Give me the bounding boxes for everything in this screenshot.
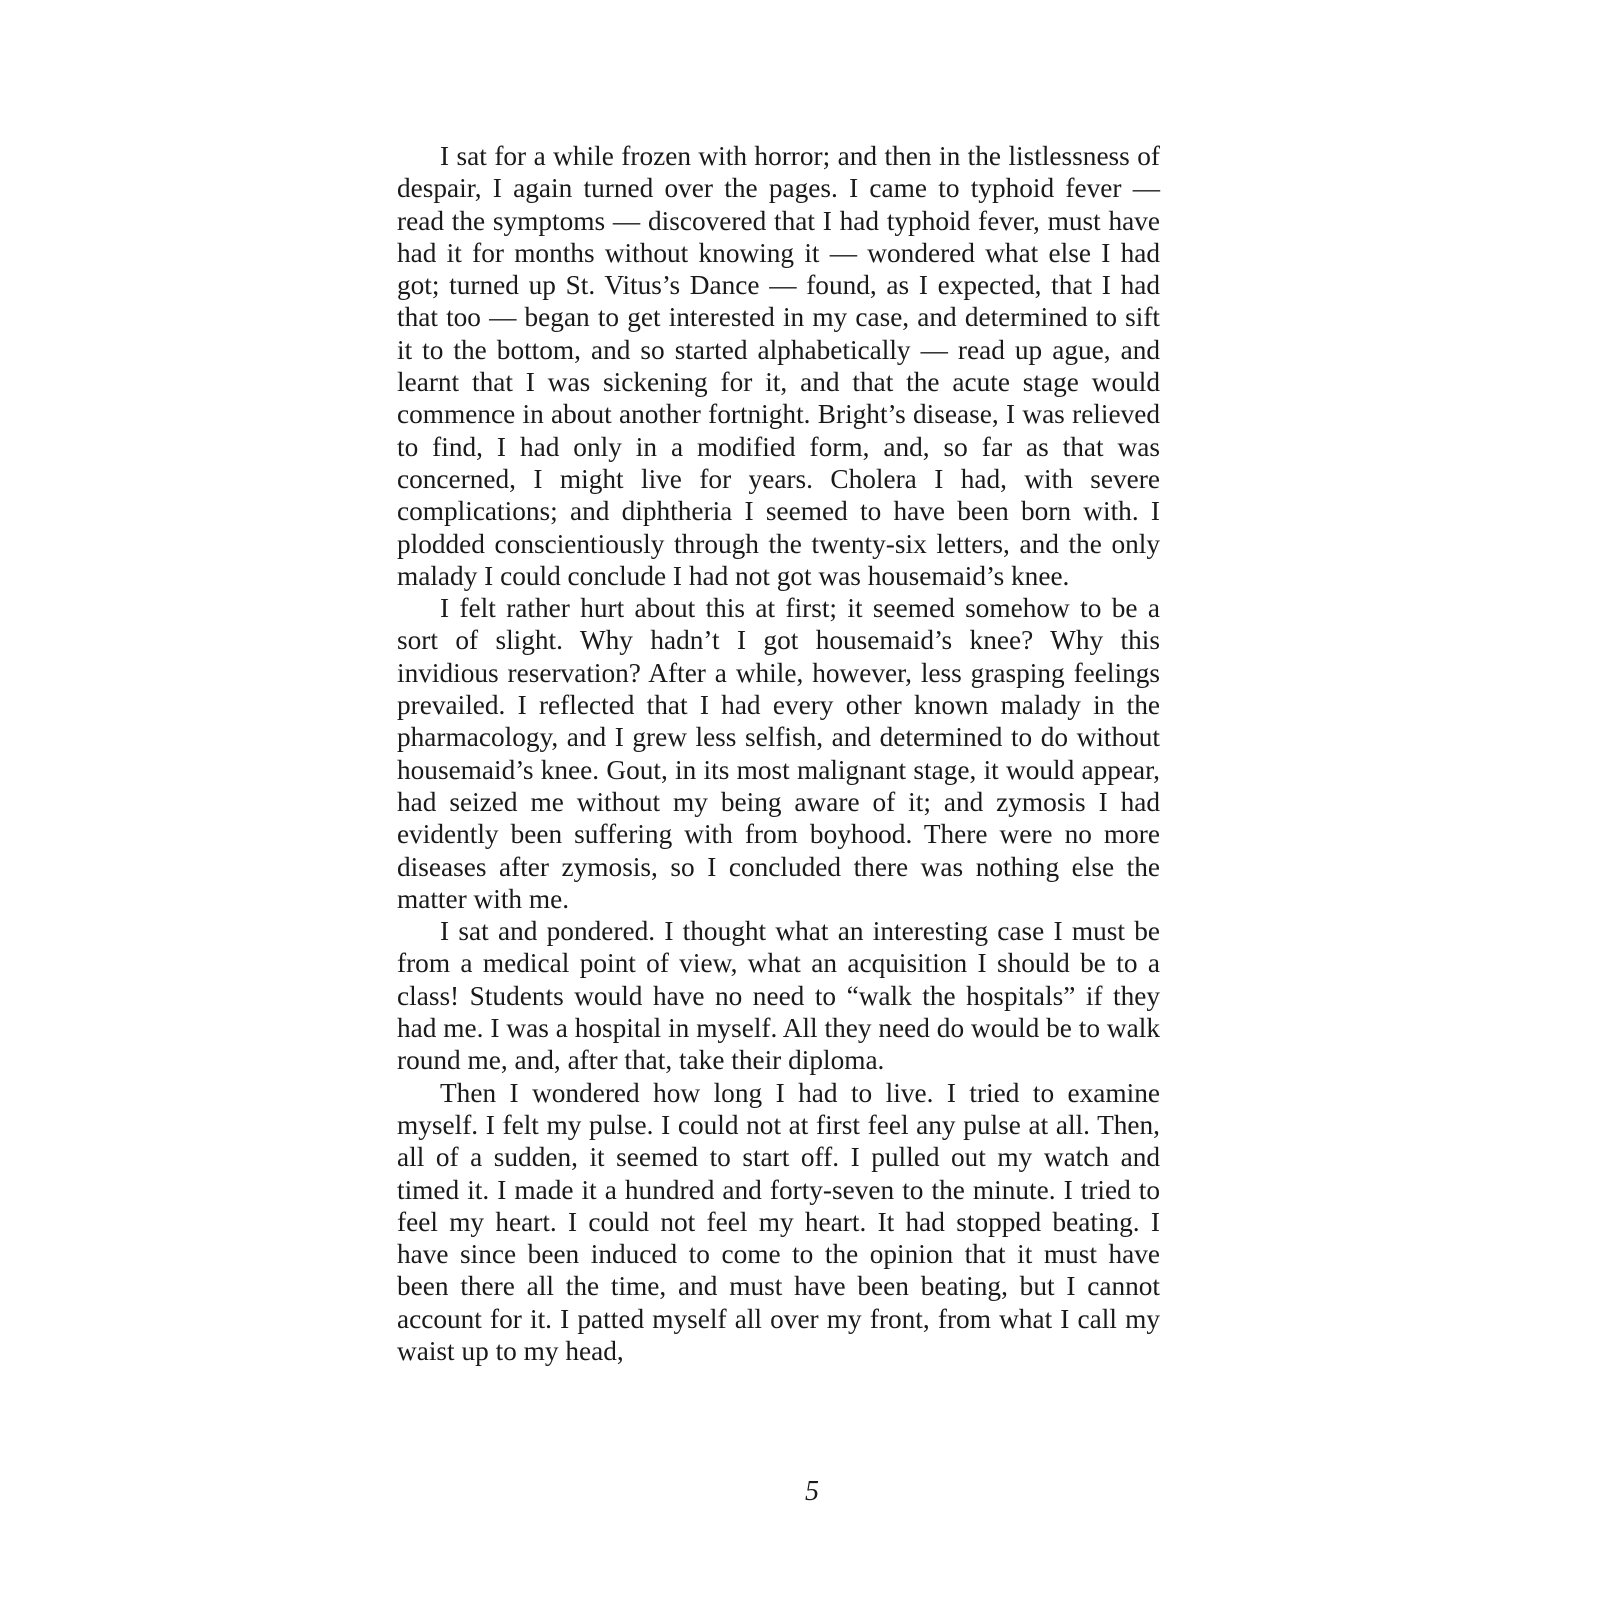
paragraph-3: I sat and pondered. I thought what an interesting case I must be from a medical point of view, what an acquisition I should be to a class! Students would have no need to “walk the hospitals” if they had me. I was a hospital in myself. All they need do would be to walk round me, and, after that, take their diploma. [397,916,1160,1076]
paragraph-1: I sat for a while frozen with horror; and then in the listlessness of despair, I again turned over the pages. I came to typhoid fever — read the symptoms — discovered that I had typhoid fever, must have had it for months without knowing it — wondered what else I had got; turned up St. Vitus’s Dance — found, as I expected, that I had that too — began to get interested in my case, and determined to sift it to the bottom, and so started alphabetically — read up ague, and learnt that I was sickening for it, and that the acute stage would commence in about another fortnight. Bright’s disease, I was relieved to find, I had only in a modified form, and, so far as that was concerned, I might live for years. Cholera I had, with severe complications; and diphtheria I seemed to have been born with. I plodded conscientiously through the twenty-six letters, and the only malady I could conclude I had not got was housemaid’s knee. [397,141,1160,591]
paragraph-4: Then I wondered how long I had to live. I tried to examine myself. I felt my pulse. I could not at first feel any pulse at all. Then, all of a sudden, it seemed to start off. I pulled out my watch and timed it. I made it a hundred and forty-seven to the minute. I tried to feel my heart. I could not feel my heart. It had stopped beating. I have since been induced to come to the opinion that it must have been there all the time, and must have been beating, but I cannot account for it. I patted myself all over my front, from what I call my waist up to my head, [397,1077,1160,1366]
body-text [397,140,1160,1367]
page-number: 5 [805,1476,819,1507]
paragraph-2: I felt rather hurt about this at first; it seemed somehow to be a sort of slight. Why hadn’t I got housemaid’s knee? Why this invidious reservation? After a while, however, less grasping feelings prevailed. I reflected that I had every other known malady in the pharmacology, and I grew less selfish, and determined to do without housemaid’s knee. Gout, in its most malignant stage, it would appear, had seized me without my being aware of it; and zymosis I had evidently been suffering with from boyhood. There were no more diseases after zymosis, so I concluded there was nothing else the matter with me. [397,593,1160,914]
